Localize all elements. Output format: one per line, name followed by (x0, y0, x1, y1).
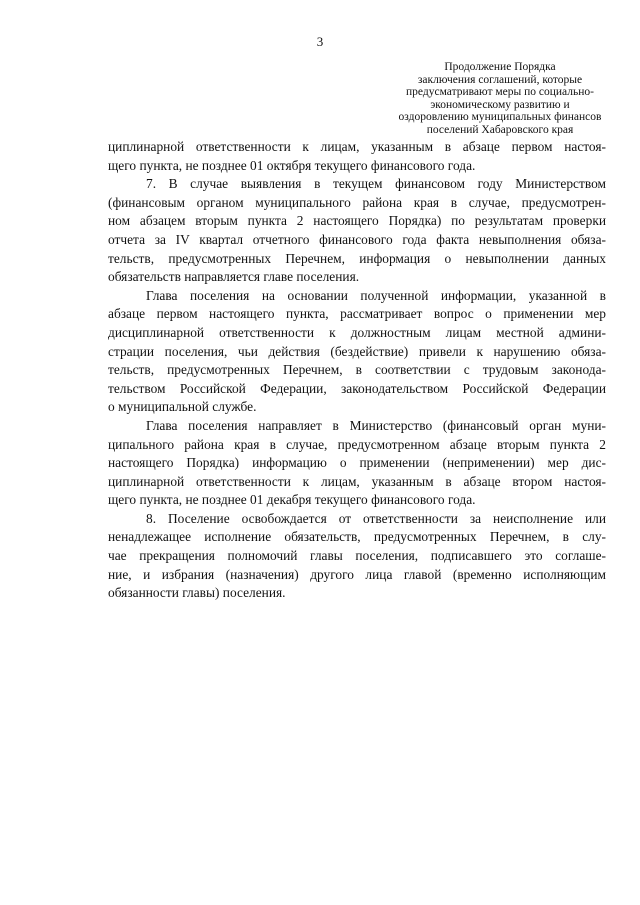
text-line: ципального района края в случае, предусмотренном абзаце вторым пункта 2 (108, 436, 606, 452)
header-line: поселений Хабаровского края (426, 123, 574, 136)
paragraph-head-report (108, 417, 606, 510)
header-line: оздоровлению муниципальных финансов (398, 111, 602, 123)
text-line: отчета за IV квартал отчетного финансового года факта невыполнения обяза- (108, 231, 606, 247)
document-body (108, 138, 606, 603)
text-line: 7. В случае выявления в текущем финансовом году Министерством (146, 176, 606, 192)
text-line: Глава поселения направляет в Министерство (финансовый орган муни- (146, 417, 606, 433)
text-line: тельств, предусмотренных Перечнем, в соответствии с трудовым законода- (108, 362, 606, 378)
text-line: ном абзацем вторым пункта 2 настоящего Порядка) по результатам проверки (108, 213, 606, 229)
text-line: 8. Поселение освобождается от ответственности за неисполнение или (146, 510, 606, 526)
paragraph-item-7 (108, 175, 606, 287)
text-line: обязанности главы) поселения. (108, 585, 286, 601)
text-line: страции поселения, чьи действия (бездействие) привели к нарушению обяза- (108, 343, 606, 359)
text-line: ненадлежащее исполнение обязательств, предусмотренных Перечнем, в слу- (108, 529, 606, 545)
header-line: предусматривают меры по социально- (406, 86, 594, 98)
text-line: тельством Российской Федерации, законодательством Российской Федерации (108, 380, 606, 396)
text-line: ние, и избрания (назначения) другого лица главой (временно исполняющим (108, 566, 606, 582)
text-line: щего пункта, не позднее 01 октября текущего финансового года. (108, 157, 476, 173)
text-line: чае прекращения полномочий главы поселения, подписавшего это соглаше- (108, 548, 606, 564)
paragraph-head-review (108, 287, 606, 417)
text-line: дисциплинарной ответственности к должностным лицам местной админи- (108, 324, 606, 340)
text-line: Глава поселения на основании полученной информации, указанной в (146, 287, 606, 303)
text-line: обязательств направляется главе поселения. (108, 269, 360, 285)
text-line: о муниципальной службе. (108, 399, 257, 415)
text-line: абзаце первом настоящего пункта, рассматривает вопрос о применении мер (108, 306, 606, 322)
paragraph-item-8 (108, 510, 606, 603)
document-header (395, 61, 605, 136)
paragraph-continuation (108, 138, 606, 175)
text-line: циплинарной ответственности к лицам, указанным в абзаце втором настоя- (108, 473, 606, 489)
header-line: Продолжение Порядка (444, 61, 556, 73)
header-line: экономическому развитию и (430, 98, 570, 111)
text-line: циплинарной ответственности к лицам, указанным в абзаце первом настоя- (108, 139, 606, 154)
header-line: заключения соглашений, которые (417, 73, 583, 86)
page-number: 3 (316, 34, 324, 49)
text-line: щего пункта, не позднее 01 декабря текущего финансового года. (108, 492, 476, 508)
text-line: настоящего Порядка) информацию о применении (неприменении) мер дис- (108, 455, 606, 471)
text-line: тельств, предусмотренных Перечнем, информация о невыполнении данных (108, 250, 606, 266)
text-line: (финансовым органом муниципального района края в случае, предусмотрен- (108, 194, 606, 210)
